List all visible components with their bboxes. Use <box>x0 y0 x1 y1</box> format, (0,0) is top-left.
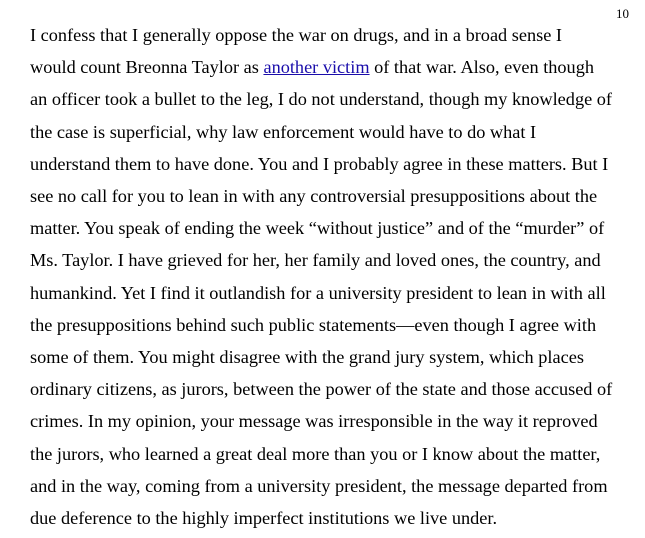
text-segment: of that war. Also, even though <box>369 57 594 78</box>
text-line: Ms. Taylor. I have grieved for her, her family and loved ones, the country, and <box>30 250 601 271</box>
text-line: the case is superficial, why law enforcement would have to do what I <box>30 121 537 142</box>
text-line: see no call for you to lean in with any controversial presuppositions about the <box>30 186 598 207</box>
text-line: and in the way, coming from a university president, the message departed from <box>30 475 608 496</box>
text-line: ordinary citizens, as jurors, between the power of the state and those accused of <box>30 379 613 400</box>
text-line-with-link <box>30 51 640 83</box>
text-line: understand them to have done. You and I probably agree in these matters. But I <box>30 153 609 174</box>
document-body <box>30 19 640 534</box>
text-line: matter. You speak of ending the week “without justice” and of the “murder” of <box>30 218 605 239</box>
text-line: the presuppositions behind such public statements—even though I agree with <box>30 314 597 335</box>
page-number: 10 <box>616 6 629 21</box>
another-victim-link[interactable]: another victim <box>263 57 370 78</box>
text-line: an officer took a bullet to the leg, I do not understand, though my knowledge of <box>30 89 612 110</box>
text-line: some of them. You might disagree with the grand jury system, which places <box>30 347 584 368</box>
text-line: crimes. In my opinion, your message was irresponsible in the way it reproved <box>30 411 598 432</box>
text-line: I confess that I generally oppose the war on drugs, and in a broad sense I <box>30 25 563 45</box>
text-line: humankind. Yet I find it outlandish for a university president to lean in with all <box>30 282 606 303</box>
text-line: due deference to the highly imperfect institutions we live under. <box>30 508 498 529</box>
text-segment: would count Breonna Taylor as <box>30 57 264 78</box>
text-line: the jurors, who learned a great deal more than you or I know about the matter, <box>30 443 601 464</box>
